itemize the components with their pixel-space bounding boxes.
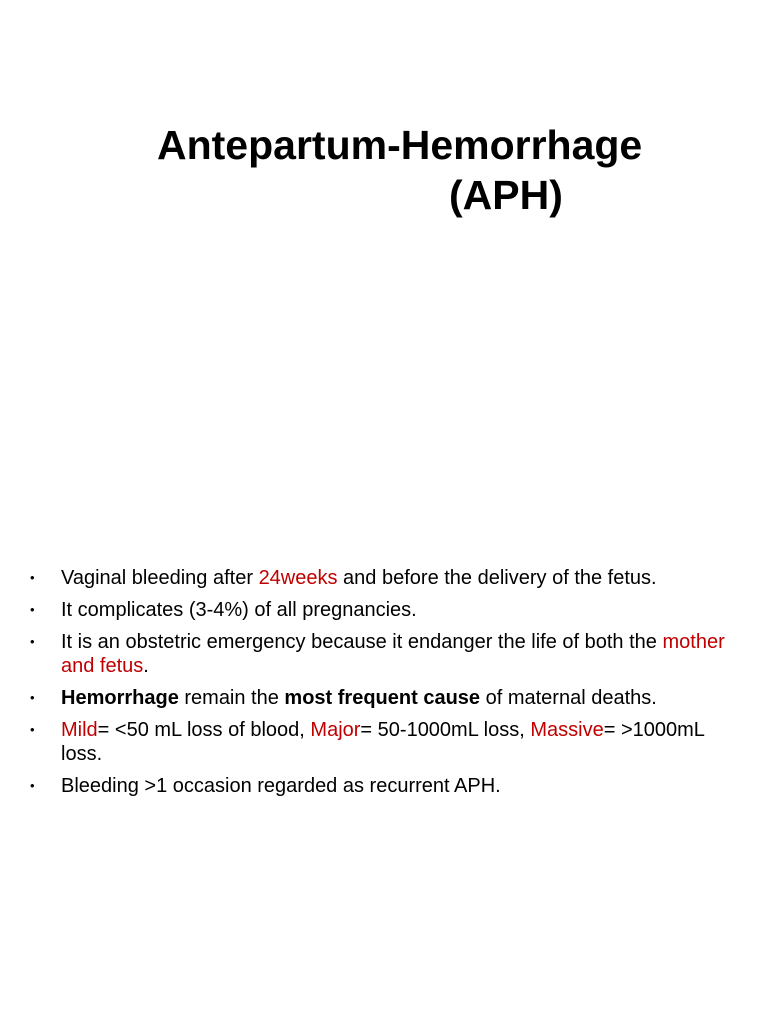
bold-hemorrhage: Hemorrhage xyxy=(61,687,179,709)
bullet-text: = <50 mL loss of blood, xyxy=(97,719,311,741)
bullet-text: It complicates (3-4%) of all pregnancies. xyxy=(61,599,417,621)
bullet-text: = >1000mL loss. xyxy=(61,719,705,765)
bullet-severity xyxy=(0,718,768,766)
highlight-major: Major xyxy=(310,719,361,741)
slide-title xyxy=(0,120,768,220)
bullet-dot-icon: • xyxy=(30,602,35,617)
bullet-dot-icon: • xyxy=(30,778,35,793)
highlight-massive: Massive xyxy=(530,719,604,741)
title-line-abbreviation: (APH) xyxy=(449,172,563,218)
bullet-recurrent xyxy=(0,774,768,798)
bullet-text: Bleeding >1 occasion regarded as recurrent APH. xyxy=(61,775,501,797)
bullet-incidence xyxy=(0,598,768,622)
highlight-mother-fetus: mother and fetus xyxy=(61,631,725,677)
title-line-main: Antepartum-Hemorrhage xyxy=(157,122,643,168)
bullet-text: of maternal deaths. xyxy=(480,687,657,709)
bullet-text: Vaginal bleeding after xyxy=(61,567,259,589)
bullet-mortality xyxy=(0,686,768,710)
highlight-mild: Mild xyxy=(61,719,98,741)
bullet-list xyxy=(0,566,768,806)
bullet-dot-icon: • xyxy=(30,690,35,705)
bullet-text: . xyxy=(143,655,149,677)
bullet-dot-icon: • xyxy=(30,722,35,737)
bold-most-frequent-cause: most frequent cause xyxy=(284,687,481,709)
bullet-emergency xyxy=(0,630,768,678)
highlight-gestational-age: 24weeks xyxy=(258,567,338,589)
bullet-text: = 50-1000mL loss, xyxy=(360,719,531,741)
bullet-text: It is an obstetric emergency because it endanger the life of both the xyxy=(61,631,663,653)
bullet-definition xyxy=(0,566,768,590)
bullet-dot-icon: • xyxy=(30,634,35,649)
bullet-text: and before the delivery of the fetus. xyxy=(337,567,657,589)
bullet-dot-icon: • xyxy=(30,570,35,585)
bullet-text: remain the xyxy=(178,687,285,709)
